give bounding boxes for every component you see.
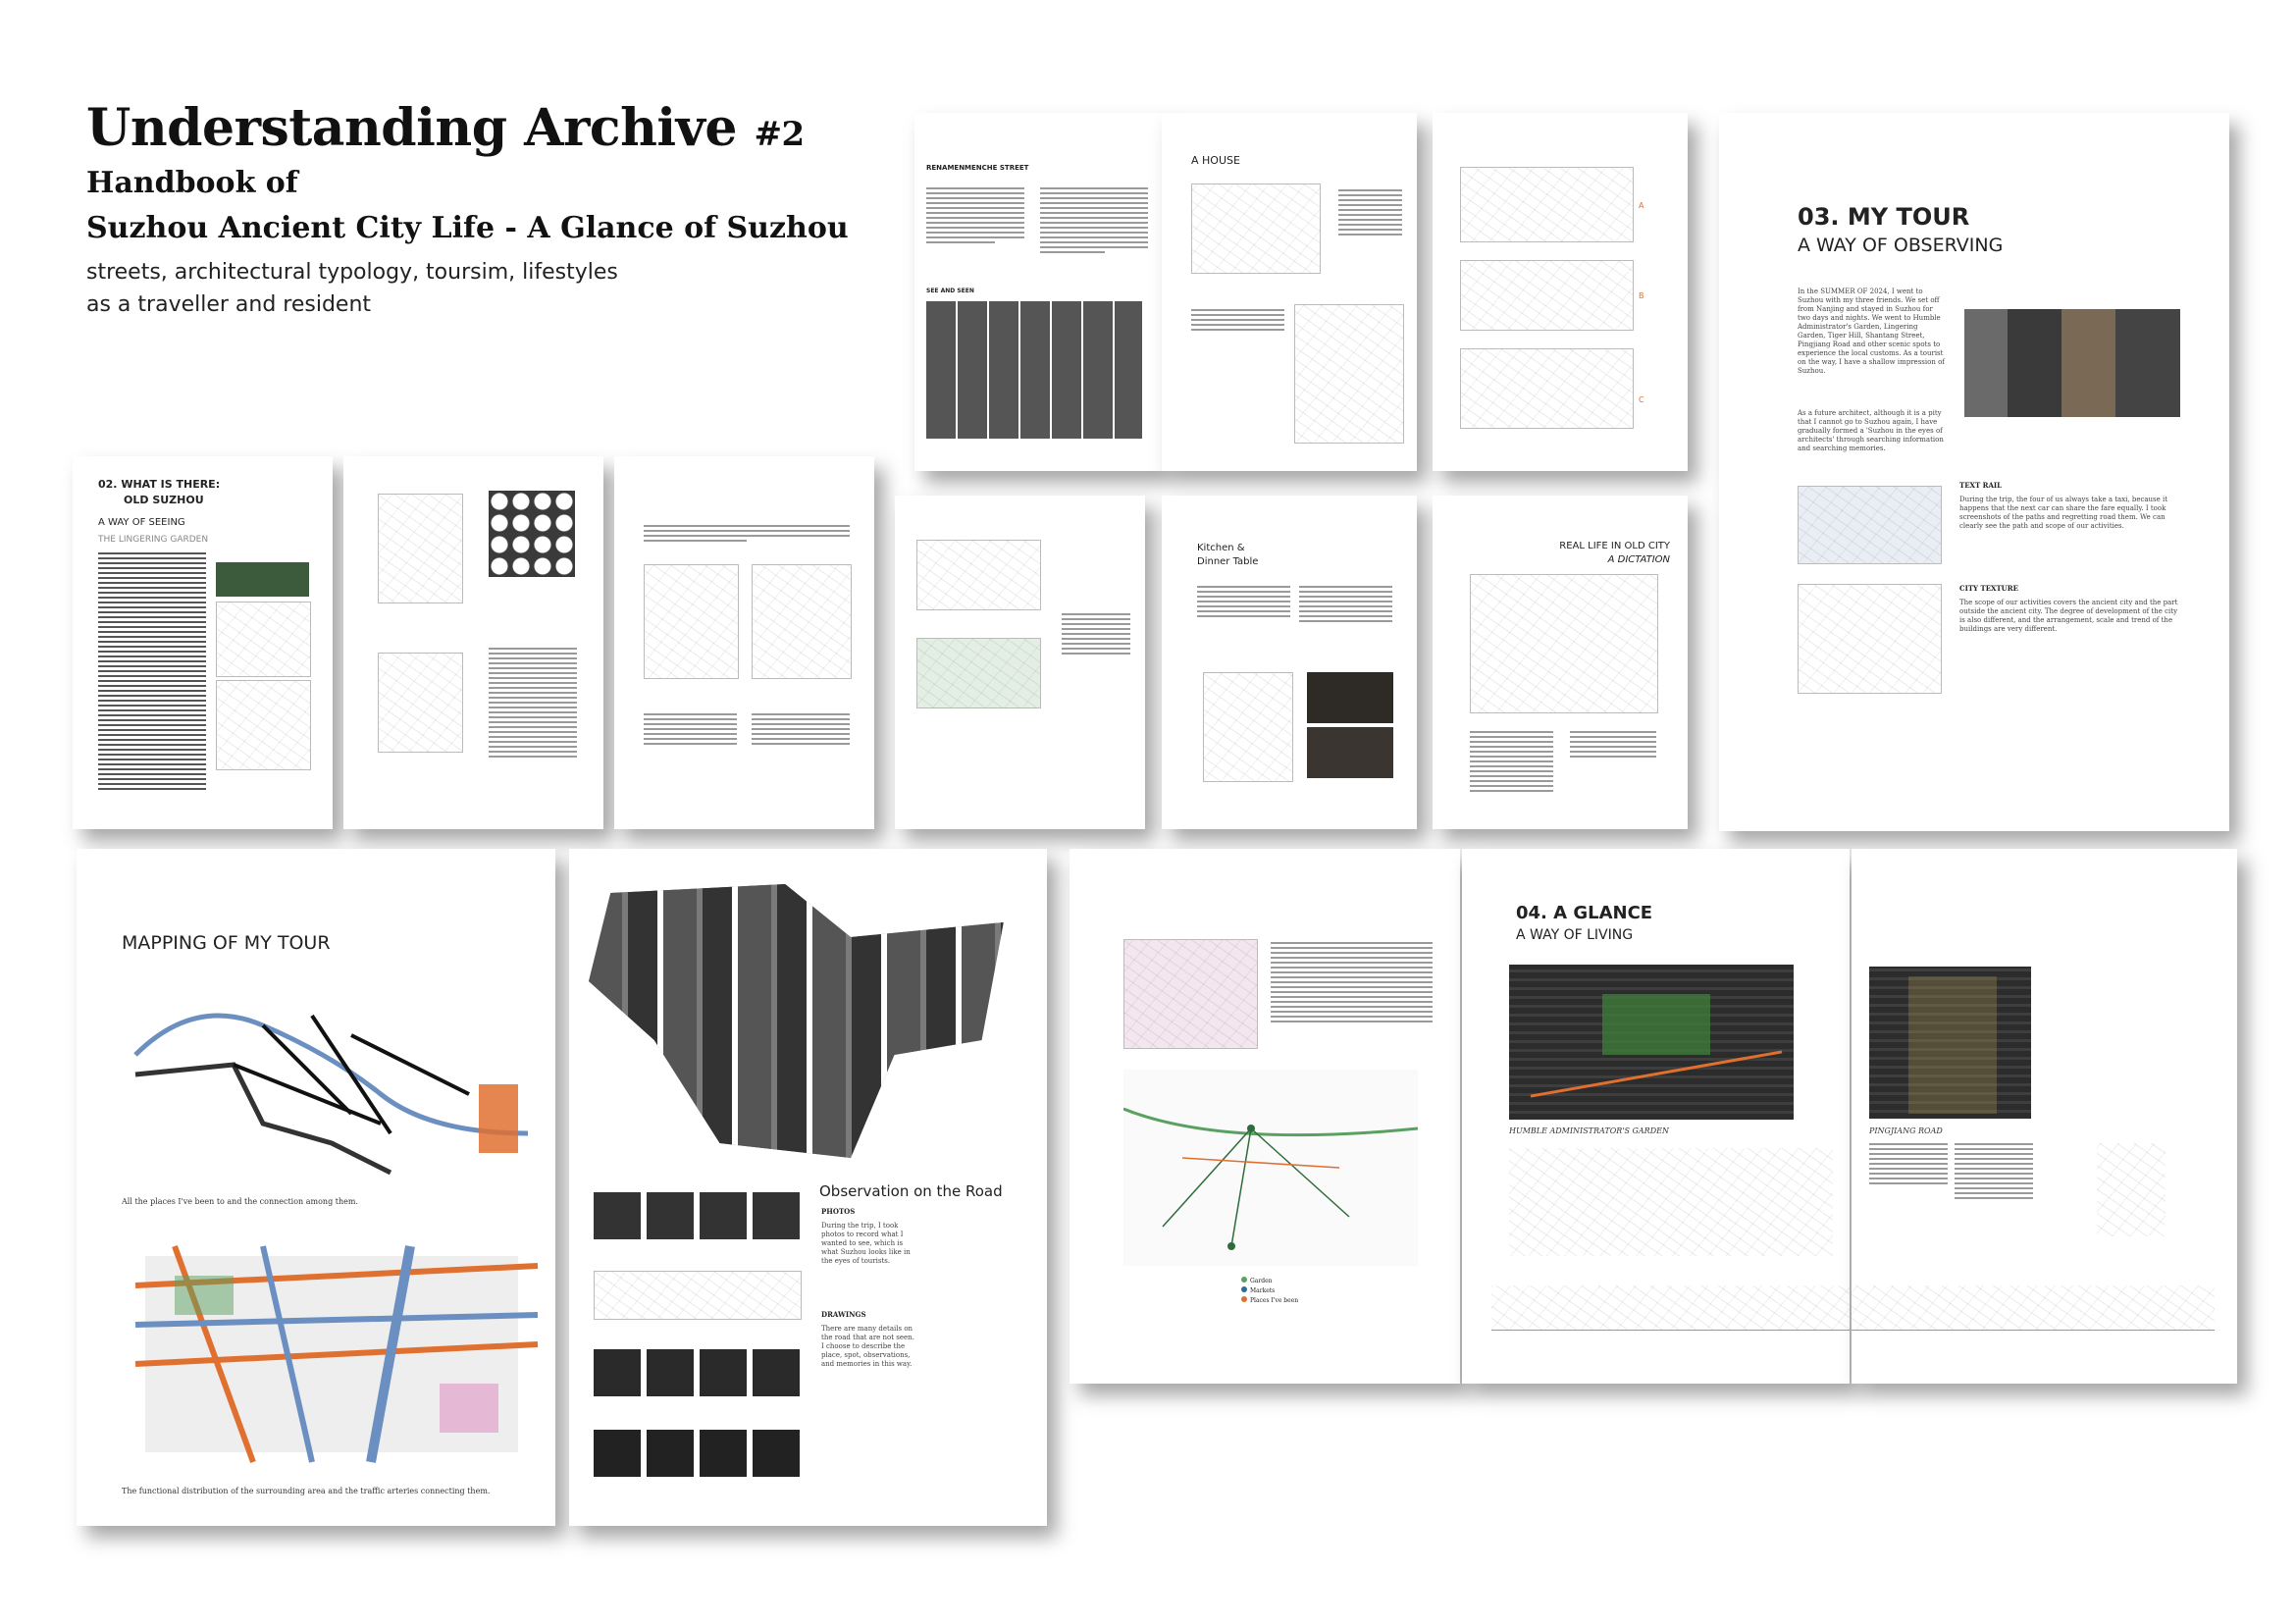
page-kitchen xyxy=(1162,496,1417,829)
page-my-tour xyxy=(1719,113,2229,831)
label-a: A xyxy=(1639,201,1644,210)
main-title xyxy=(86,98,849,158)
text-block xyxy=(1470,731,1553,795)
title-number: #2 xyxy=(754,115,805,154)
page-map-analysis xyxy=(1070,849,1460,1384)
city-map xyxy=(1470,574,1658,713)
text-block xyxy=(1955,1143,2033,1202)
drawings-label: DRAWINGS xyxy=(821,1310,866,1319)
kitchen-plan xyxy=(1203,672,1293,782)
street-sketch xyxy=(2097,1143,2166,1236)
route-sketch-1 xyxy=(644,564,739,679)
text-block xyxy=(1338,189,1402,238)
garden-elevation-sketch xyxy=(1509,1148,1833,1256)
page-street xyxy=(914,113,1162,471)
photo-row-3 xyxy=(594,1349,800,1396)
garden-plan xyxy=(216,602,311,677)
page-mapping xyxy=(77,849,555,1526)
page-garden-sketches xyxy=(343,456,603,829)
page-paintings xyxy=(895,496,1145,829)
page-subtitle: A WAY OF LIVING xyxy=(1516,927,1634,943)
text-block xyxy=(1271,942,1433,1025)
kitchen-photo-1 xyxy=(1307,672,1393,723)
page-title: REAL LIFE IN OLD CITY xyxy=(1559,541,1670,551)
text-block xyxy=(98,552,206,793)
page-title-2: Dinner Table xyxy=(1197,556,1259,567)
label-c: C xyxy=(1639,395,1644,404)
city-texture-map xyxy=(1798,584,1942,694)
sketch-interior xyxy=(378,653,463,753)
sketch-map xyxy=(378,494,463,603)
page-title: 02. WHAT IS THERE: xyxy=(98,478,221,491)
section-drawing-a xyxy=(1460,167,1634,242)
page-pingjiang xyxy=(1852,849,2237,1384)
text-block xyxy=(1040,187,1148,256)
photos-body: During the trip, I took photos to record what I wanted to see, which is what Suzhou looks like in the eyes of tourists. xyxy=(821,1222,911,1265)
legend-label: Markets xyxy=(1250,1287,1276,1294)
page-title: 04. A GLANCE xyxy=(1516,903,1653,923)
garden-caption: HUMBLE ADMINISTRATOR'S GARDEN xyxy=(1509,1126,1669,1135)
kitchen-photo-2 xyxy=(1307,727,1393,778)
painting-1 xyxy=(916,540,1041,610)
garden-section-strip xyxy=(1491,1285,1850,1331)
legend xyxy=(1241,1277,1298,1306)
section-drawing-b xyxy=(1460,260,1634,331)
photo-collage-path xyxy=(589,878,1025,1173)
subtitle-2: Suzhou Ancient City Life - A Glance of Suzhou xyxy=(86,211,849,245)
text-block xyxy=(926,187,1024,246)
garden-name: THE LINGERING GARDEN xyxy=(98,535,209,545)
caption-1: All the places I've been to and the connection among them. xyxy=(122,1197,358,1206)
rail-map xyxy=(1798,486,1942,564)
page-subtitle: A WAY OF OBSERVING xyxy=(1798,235,2004,256)
page-title-2: OLD SUZHOU xyxy=(124,494,204,506)
page-title: Observation on the Road xyxy=(819,1182,1003,1200)
text-block xyxy=(752,713,850,748)
page-title: MAPPING OF MY TOUR xyxy=(122,932,331,954)
tour-map xyxy=(116,976,548,1182)
page-title: A HOUSE xyxy=(1191,154,1240,167)
text-block xyxy=(1191,309,1284,334)
photos-label: PHOTOS xyxy=(821,1207,856,1216)
network-map xyxy=(1123,1070,1418,1266)
section-drawing-c xyxy=(1460,348,1634,429)
legend-label: Places I've been xyxy=(1250,1297,1299,1304)
intro-text: In the SUMMER OF 2024, I went to Suzhou with my three friends. We set off from Nanjing and stayed in Suzhou for two days and nights. We went to Humble Administrator's Garden, Lingering Garden, Tiger Hill, Shantang Street, Pingjiang Road and other scenic spots to experience the local customs. As a tourist on the way, I have a shallow impression of Suzhou. xyxy=(1798,288,1945,375)
page-title-2: A DICTATION xyxy=(1607,554,1670,565)
drawing-row-2 xyxy=(594,1271,802,1320)
route-sketch-2 xyxy=(752,564,852,679)
garden-satellite-map xyxy=(1509,965,1794,1120)
pingjiang-satellite-map xyxy=(1869,967,2031,1119)
page-title: RENAMENMENCHE STREET xyxy=(926,164,1029,172)
section-strip xyxy=(1852,1285,2215,1331)
text-block xyxy=(1570,731,1656,760)
label-b: B xyxy=(1639,291,1644,300)
page-route-sketches xyxy=(614,456,874,829)
text-block xyxy=(644,525,850,545)
text-rail-body: During the trip, the four of us always take a taxi, because it happens that the next car can share the fare equally. I took screenshots of the paths and regretting road them. We can clearly see the path and scope of our activities. xyxy=(1959,496,2168,530)
house-axonometric xyxy=(1191,183,1321,274)
city-texture-body: The scope of our activities covers the ancient city and the part outside the ancient city. The degree of development of the city is also different, and the arrangement, scale and trend of the buildings are very different. xyxy=(1959,599,2178,633)
photo-row-1 xyxy=(594,1192,800,1239)
page-sections xyxy=(1433,113,1688,471)
legend-item-places xyxy=(1241,1296,1298,1306)
subtitle-1: Handbook of xyxy=(86,166,298,200)
city-texture-label: CITY TEXTURE xyxy=(1959,584,2018,593)
legend-label: Garden xyxy=(1250,1278,1273,1284)
text-block xyxy=(644,713,737,748)
text-block xyxy=(1062,613,1130,657)
lattice-window xyxy=(489,491,575,577)
legend-item-garden xyxy=(1241,1277,1298,1286)
section-label: SEE AND SEEN xyxy=(926,288,974,294)
house-plan xyxy=(1294,304,1404,444)
header xyxy=(86,98,849,321)
legend-item-markets xyxy=(1241,1286,1298,1296)
text-block xyxy=(1197,586,1290,620)
page-observation xyxy=(569,849,1047,1526)
page-real-life xyxy=(1433,496,1688,829)
page-subtitle: A WAY OF SEEING xyxy=(98,517,185,528)
page-title: 03. MY TOUR xyxy=(1798,203,1970,231)
text-rail-label: TEXT RAIL xyxy=(1959,481,2003,490)
text-block xyxy=(489,648,577,760)
description-2: as a traveller and resident xyxy=(86,292,372,317)
functional-map xyxy=(116,1227,548,1472)
title-text: Understanding Archive xyxy=(86,98,737,158)
text-block xyxy=(1869,1143,1948,1187)
page-old-suzhou xyxy=(73,456,333,829)
road-caption: PINGJIANG ROAD xyxy=(1869,1126,1943,1135)
colored-map xyxy=(1123,939,1258,1049)
photo-grid xyxy=(926,301,1142,439)
page-glance xyxy=(1462,849,1850,1384)
photo-collage xyxy=(1964,309,2180,417)
page-title: Kitchen & xyxy=(1197,543,1245,553)
garden-plan-2 xyxy=(216,680,311,770)
photo-row-4 xyxy=(594,1430,800,1477)
caption-2: The functional distribution of the surrounding area and the traffic arteries connecting them. xyxy=(122,1487,491,1495)
page-house xyxy=(1162,113,1417,471)
text-block xyxy=(1299,586,1392,625)
intro-text-2: As a future architect, although it is a pity that I cannot go to Suzhou again, I have gradually formed a 'Suzhou in the eyes of architects' through searching information and searching memories. xyxy=(1798,409,1944,452)
garden-photo xyxy=(216,562,309,597)
description-1: streets, architectural typology, toursim, lifestyles xyxy=(86,260,618,285)
painting-2 xyxy=(916,638,1041,708)
drawings-body: There are many details on the road that are not seen. I choose to describe the place, spot, observations, and memories in this way. xyxy=(821,1325,914,1368)
